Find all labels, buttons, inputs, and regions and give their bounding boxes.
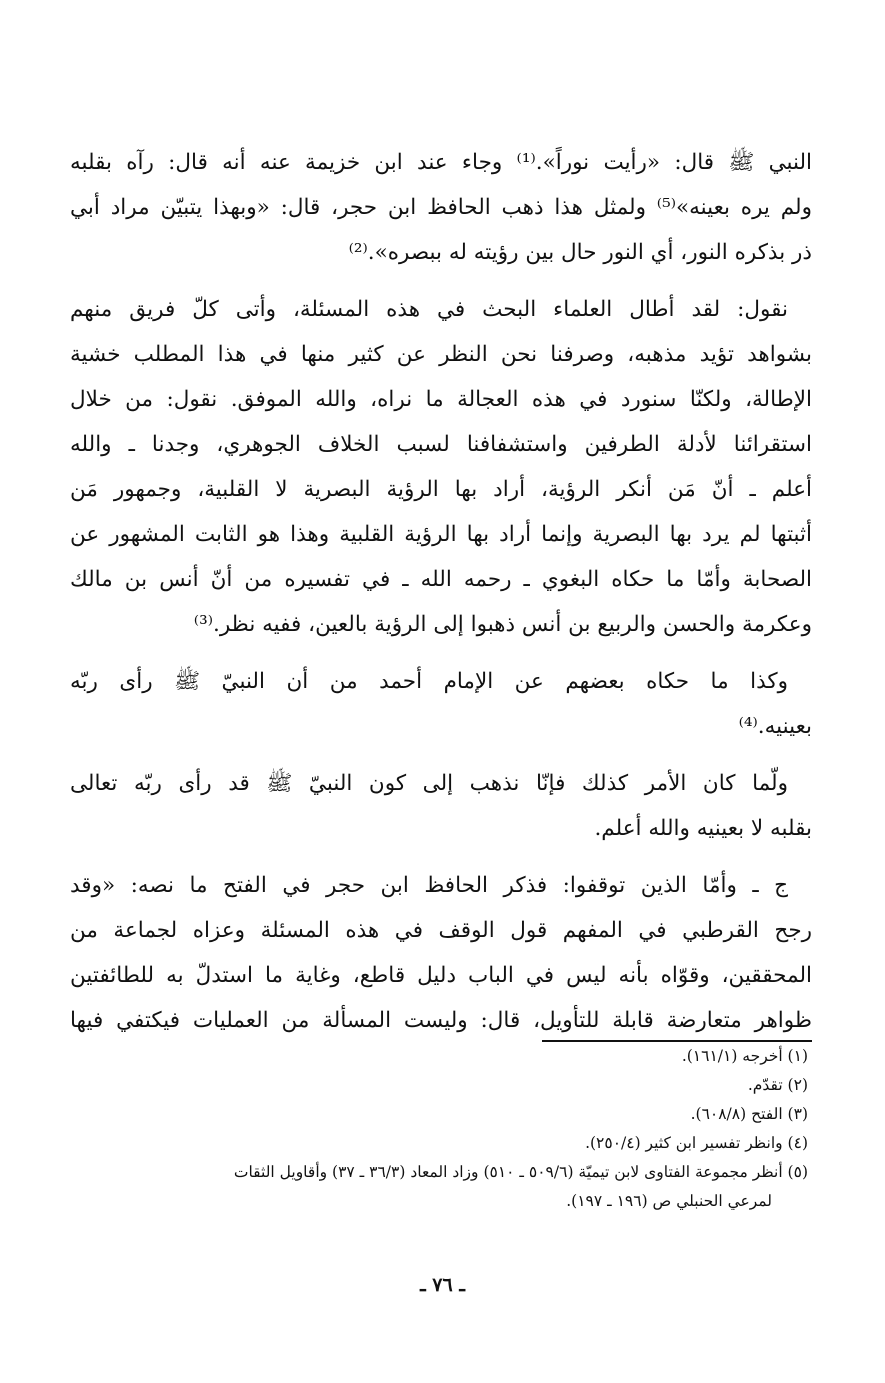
footnotes <box>70 1040 812 1216</box>
text-line: ذر بذكره النور، أي النور حال بين رؤيته له ببصره».⁽²⁾ <box>348 240 812 265</box>
paragraph-4 <box>70 761 812 851</box>
text-line: استقرائنا لأدلة الطرفين واستشفافنا لسبب الخلاف الجوهري، وجدنا ـ والله <box>70 432 812 457</box>
text-line: رجح القرطبي في المفهم قول الوقف في هذه المسئلة وعزاه لجماعة من <box>70 918 812 943</box>
text-line: المحققين، وقوّاه بأنه ليس في الباب دليل قاطع، وغاية ما استدلّ به للطائفتين <box>70 963 812 988</box>
paragraph-3 <box>70 659 812 749</box>
text-line: الإطالة، ولكنّا سنورد في هذه العجالة ما نراه، والله الموفق. نقول: من خلال <box>70 387 812 412</box>
body-text <box>70 140 812 1055</box>
text-line: أعلم ـ أنّ مَن أنكر الرؤية، أراد بها الرؤية البصرية لا القلبية، وجمهور مَن <box>70 477 812 502</box>
text-line: بشواهد تؤيد مذهبه، وصرفنا نحن النظر عن كثير منها في هذا المطلب خشية <box>70 342 812 367</box>
text-line: ولّما كان الأمر كذلك فإنّا نذهب إلى كون النبيّ ﷺ قد رأى ربّه تعالى <box>70 771 788 796</box>
footnote-3: (٣) الفتح (٦٠٨/٨). <box>690 1105 808 1123</box>
text-line: بعينيه.⁽⁴⁾ <box>738 714 812 739</box>
footnote-5: (٥) أنظر مجموعة الفتاوى لابن تيميّة (٥٠٩/٦ ـ ٥١٠) وزاد المعاد (٣٦/٣ ـ ٣٧) وأقاويل الثقات <box>233 1163 808 1181</box>
text-line: نقول: لقد أطال العلماء البحث في هذه المسئلة، وأتى كلّ فريق منهم <box>70 297 788 322</box>
text-line: وعكرمة والحسن والربيع بن أنس ذهبوا إلى الرؤية بالعين، ففيه نظر.⁽³⁾ <box>193 612 812 637</box>
page-number: ـ ٧٦ ـ <box>420 1274 465 1296</box>
text-line: ظواهر متعارضة قابلة للتأويل، قال: وليست المسألة من العمليات فيكتفي فيها <box>70 1008 812 1033</box>
text-line: ولم يره بعينه»⁽⁵⁾ ولمثل هذا ذهب الحافظ ابن حجر، قال: «وبهذا يتبيّن مراد أبي <box>70 195 812 220</box>
footnote-4: (٤) وانظر تفسير ابن كثير (٢٥٠/٤). <box>585 1134 808 1152</box>
paragraph-1 <box>70 140 812 275</box>
text-line: النبي ﷺ قال: «رأيت نوراً».⁽¹⁾ وجاء عند ابن خزيمة عنه أنه قال: رآه بقلبه <box>70 150 812 175</box>
footnote-5-continuation: لمرعي الحنبلي ص (١٩٦ ـ ١٩٧). <box>566 1192 772 1210</box>
footnote-1: (١) أخرجه (١٦١/١). <box>681 1047 808 1065</box>
text-line: بقلبه لا بعينيه والله أعلم. <box>594 816 812 841</box>
text-line: وكذا ما حكاه بعضهم عن الإمام أحمد من أن النبيّ ﷺ رأى ربّه <box>70 669 788 694</box>
footnote-2: (٢) تقدّم. <box>747 1076 808 1094</box>
text-line: أثبتها لم يرد بها البصرية وإنما أراد بها الرؤية القلبية وهذا هو الثابت المشهور عن <box>70 522 812 547</box>
paragraph-2 <box>70 287 812 647</box>
paragraph-5 <box>70 863 812 1043</box>
text-line: ج ـ وأمّا الذين توقفوا: فذكر الحافظ ابن حجر في الفتح ما نصه: «وقد <box>70 873 789 898</box>
text-line: الصحابة وأمّا ما حكاه البغوي ـ رحمه الله ـ في تفسيره من أنّ أنس بن مالك <box>70 567 812 592</box>
